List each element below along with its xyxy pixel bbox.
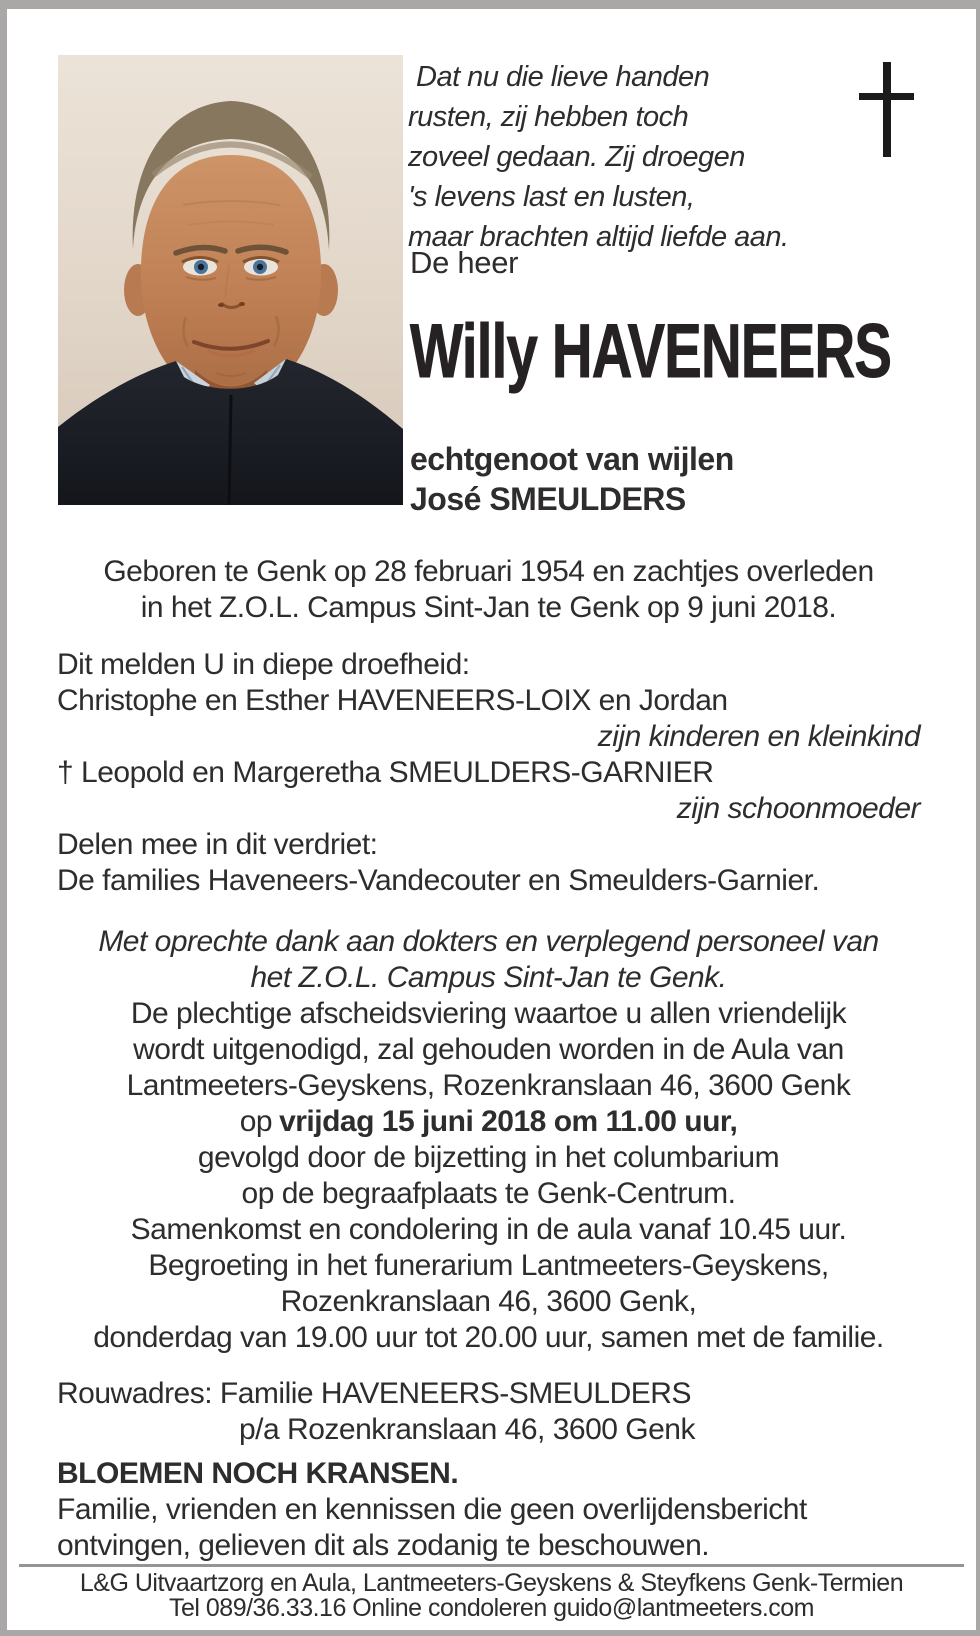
spouse-name: José SMEULDERS xyxy=(410,481,686,517)
service-line: Lantmeeters-Geyskens, Rozenkranslaan 46, 3600 Genk xyxy=(126,1069,851,1102)
mourning-address-line: Rouwadres: Familie HAVENEERS-SMEULDERS xyxy=(57,1377,691,1410)
service-date-line xyxy=(57,1104,920,1140)
verse-line: 's levens last en lusten, xyxy=(408,181,695,213)
obituary-card xyxy=(7,9,976,1630)
funeral-home-contact: Tel 089/36.33.16 Online condoleren guido@lantmeeters.com xyxy=(168,1594,815,1622)
spouse-intro: echtgenoot van wijlen xyxy=(410,441,734,477)
service-line: Rozenkranslaan 46, 3600 Genk, xyxy=(280,1285,697,1318)
mourning-address xyxy=(7,1376,976,1448)
birth-death-line: in het Z.O.L. Campus Sint-Jan te Genk op 9 juni 2018. xyxy=(140,591,837,624)
service-line: De plechtige afscheidsviering waartoe u allen vriendelijk xyxy=(130,997,847,1030)
thanks-line: Met oprechte dank aan dokters en verplegend personeel van xyxy=(98,925,879,958)
relation-label: zijn kinderen en kleinkind xyxy=(597,720,920,753)
header-section xyxy=(7,9,976,549)
date-prefix: op xyxy=(239,1105,273,1138)
portrait-photo xyxy=(58,55,403,505)
family-members: Christophe en Esther HAVENEERS-LOIX en Jordan xyxy=(57,684,728,717)
verse-line: zoveel gedaan. Zij droegen xyxy=(408,141,745,173)
thanks-line: het Z.O.L. Campus Sint-Jan te Genk. xyxy=(250,961,727,994)
service-line: op de begraafplaats te Genk-Centrum. xyxy=(241,1177,736,1210)
service-line: gevolgd door de bijzetting in het columbarium xyxy=(197,1141,780,1174)
funeral-home-footer xyxy=(7,1571,976,1621)
portrait-illustration xyxy=(58,55,403,505)
service-line: wordt uitgenodigd, zal gehouden worden in de Aula van xyxy=(133,1033,844,1066)
service-line: Samenkomst en condolering in de aula vanaf 10.45 uur. xyxy=(130,1213,847,1246)
mourning-address-line: p/a Rozenkranslaan 46, 3600 Genk xyxy=(239,1413,695,1446)
birth-death-line: Geboren te Genk op 28 februari 1954 en zachtjes overleden xyxy=(103,555,874,588)
salutation: De heer xyxy=(410,245,519,280)
flowers-line: Familie, vrienden en kennissen die geen overlijdensbericht xyxy=(57,1493,807,1526)
family-announcement xyxy=(7,647,976,899)
deceased-name: Willy HAVENEERS xyxy=(410,309,892,394)
divider-rule xyxy=(19,1564,964,1567)
verse-line: Dat nu die lieve handen xyxy=(416,61,710,93)
service-details xyxy=(7,924,976,1356)
share-grief-intro: Delen mee in dit verdriet: xyxy=(57,828,378,861)
birth-death-notice xyxy=(7,554,976,626)
flowers-heading: BLOEMEN NOCH KRANSEN. xyxy=(57,1457,459,1490)
relation-label: zijn schoonmoeder xyxy=(676,792,920,825)
service-line: donderdag van 19.00 uur tot 20.00 uur, samen met de familie. xyxy=(93,1321,884,1354)
verse-line: maar brachten altijd liefde aan. xyxy=(408,221,789,253)
announcement-intro: Dit melden U in diepe droefheid: xyxy=(57,648,470,681)
memorial-verse xyxy=(408,57,789,257)
service-date: vrijdag 15 juni 2018 om 11.00 uur, xyxy=(279,1105,738,1138)
spouse-block xyxy=(410,439,734,519)
service-line: Begroeting in het funerarium Lantmeeters-Geyskens, xyxy=(148,1249,829,1282)
cross-icon xyxy=(859,62,914,157)
verse-line: rusten, zij hebben toch xyxy=(408,101,689,133)
flowers-line: ontvingen, gelieven dit als zodanig te beschouwen. xyxy=(57,1529,710,1562)
funeral-home-name: L&G Uitvaartzorg en Aula, Lantmeeters-Geyskens & Steyfkens Genk-Termien xyxy=(79,1569,904,1597)
flowers-notice xyxy=(7,1456,976,1564)
share-grief-families: De families Haveneers-Vandecouter en Smeulders-Garnier. xyxy=(57,864,820,897)
family-members: † Leopold en Margeretha SMEULDERS-GARNIER xyxy=(57,756,714,789)
